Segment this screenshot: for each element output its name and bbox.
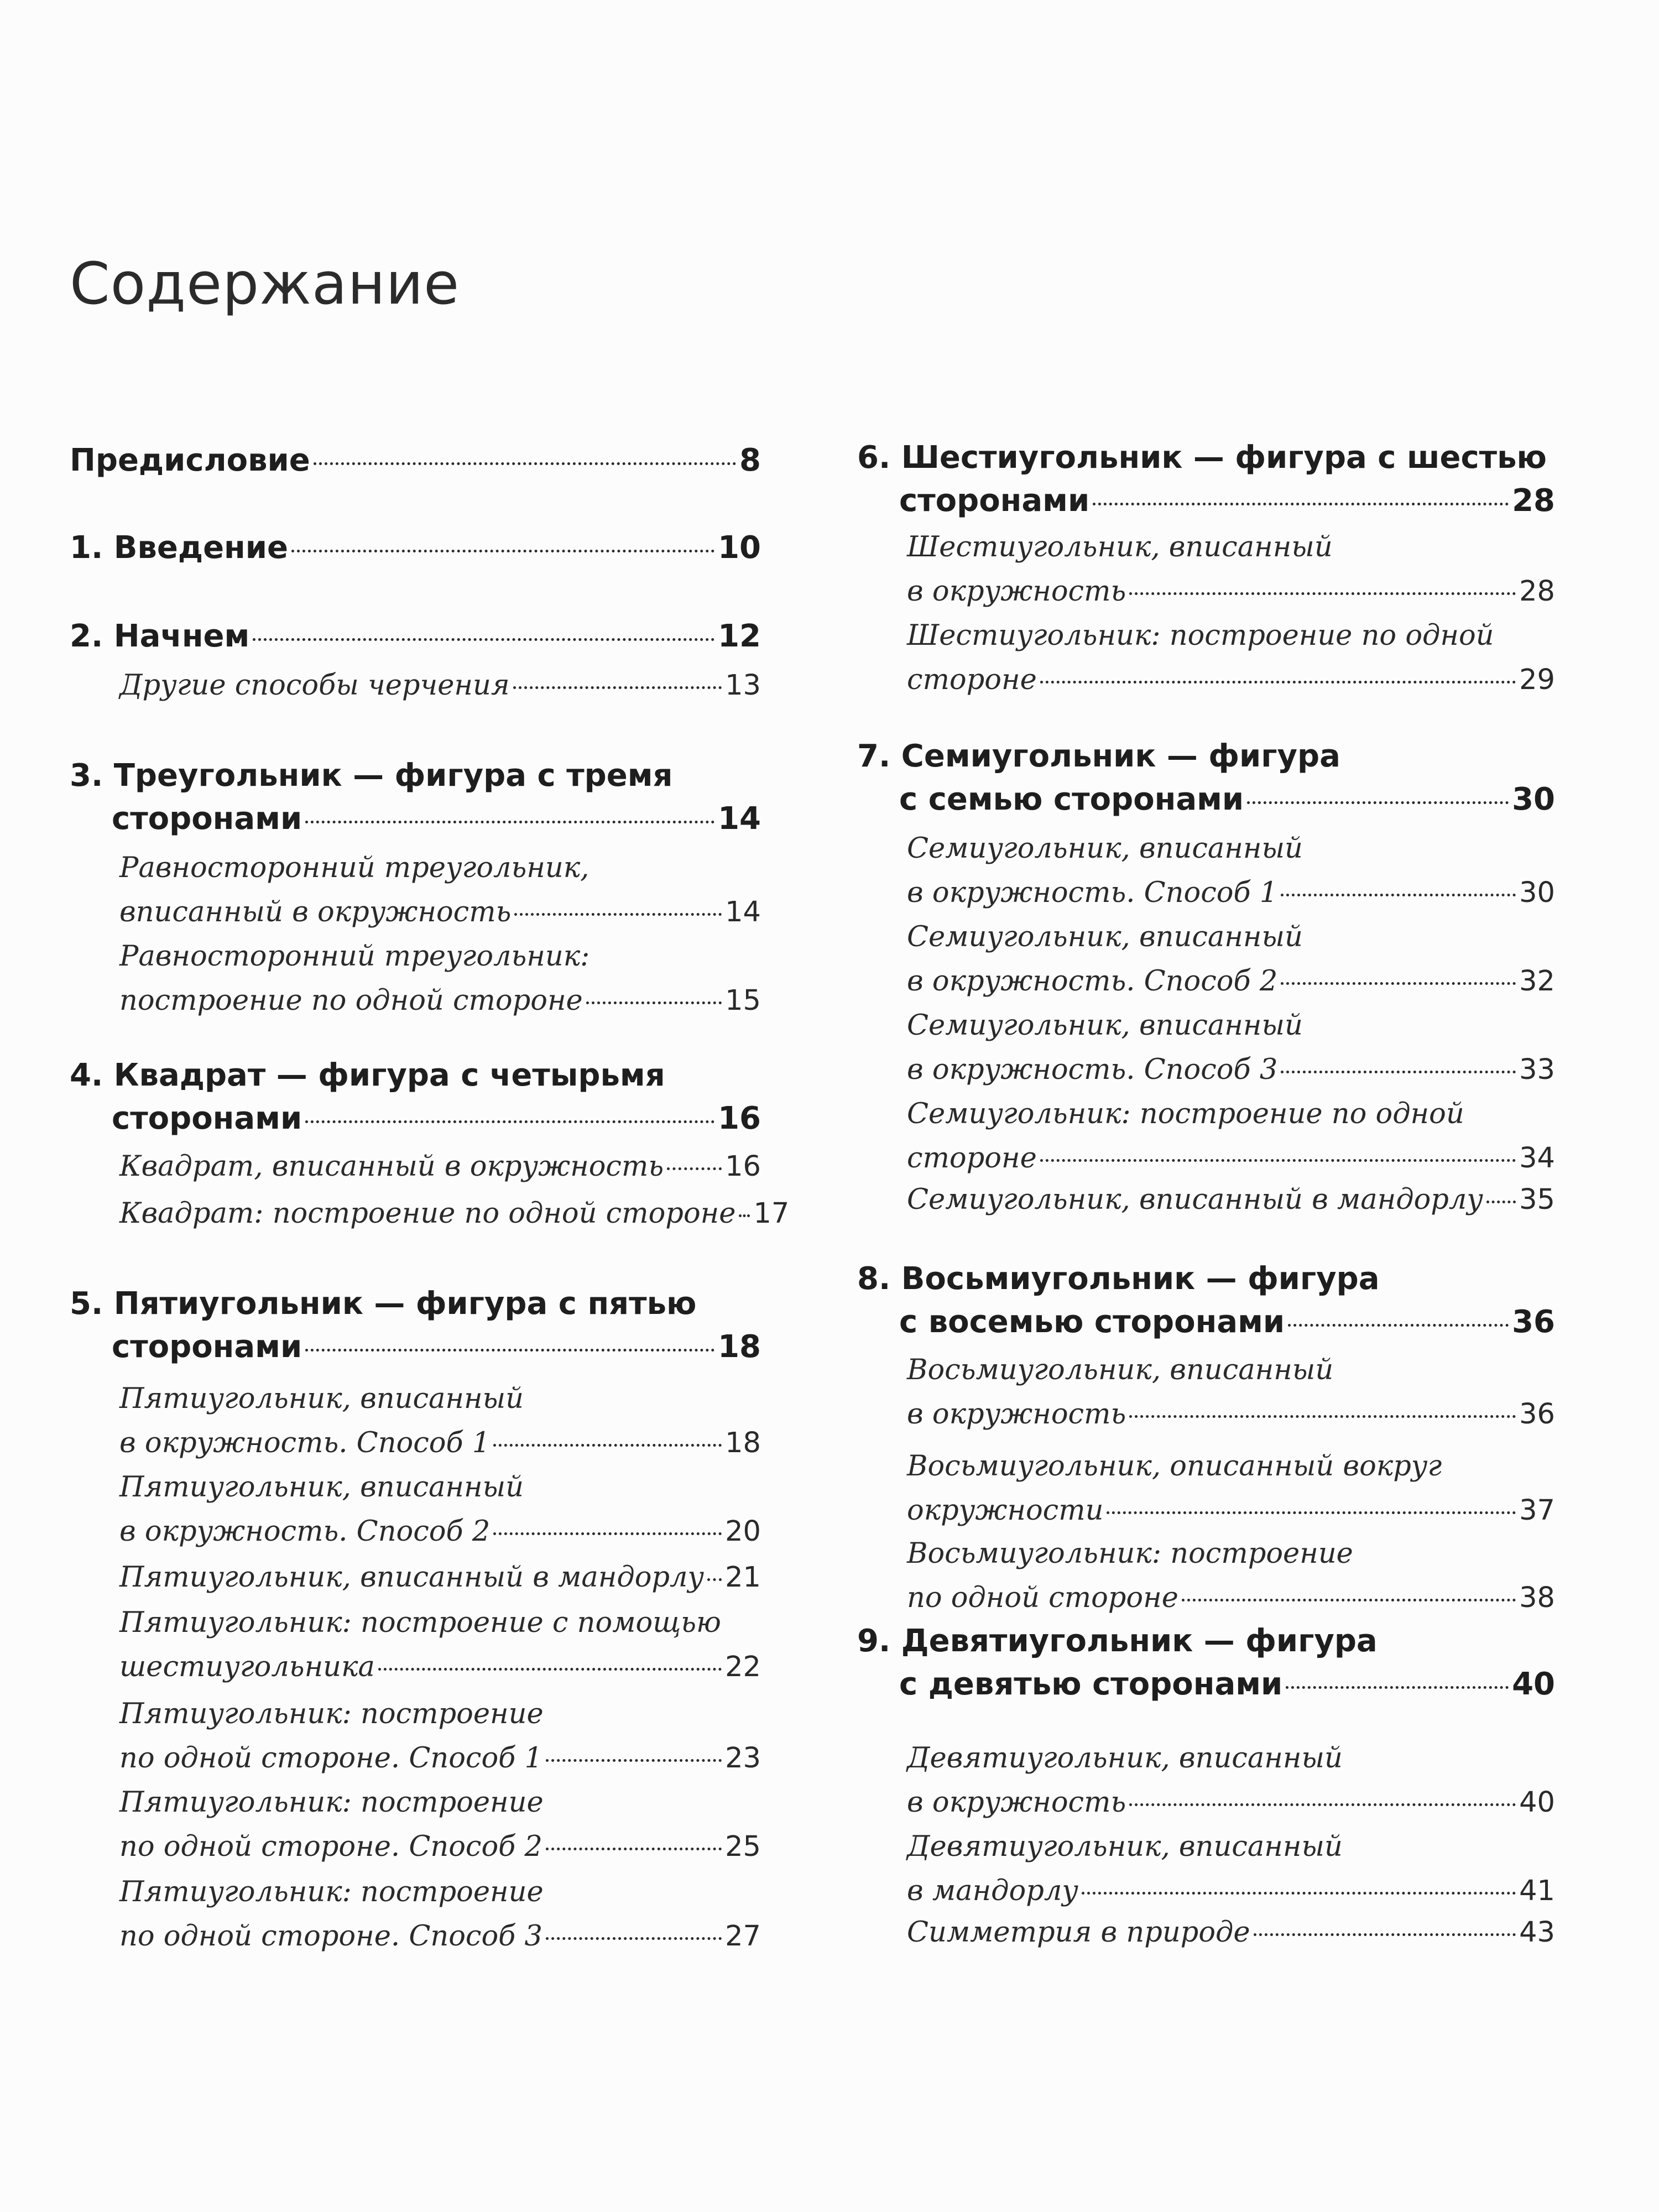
dot-leader — [546, 1937, 722, 1940]
toc-entry-title: с семью сторонами — [899, 781, 1244, 817]
toc-entry-title: с восемью сторонами — [899, 1304, 1285, 1340]
toc-entry-line — [857, 440, 1555, 483]
toc-entry-line — [907, 832, 1555, 877]
toc-entry-line — [119, 1786, 761, 1830]
toc-entry-title: Пятиугольник: построение — [119, 1876, 544, 1908]
toc-entry-title: в окружность. Способ 3 — [907, 1053, 1278, 1086]
dot-leader — [1281, 982, 1516, 985]
dot-leader — [546, 1848, 722, 1850]
toc-page-number: 21 — [725, 1561, 761, 1594]
toc-page-number: 18 — [718, 1329, 761, 1365]
toc-page-number: 16 — [718, 1100, 761, 1136]
dot-leader — [586, 1001, 722, 1004]
toc-entry-line — [70, 758, 761, 801]
toc-entry-line — [119, 984, 761, 1029]
dot-leader — [1247, 801, 1509, 804]
toc-entry-line — [119, 1920, 761, 1964]
toc-section-entry — [857, 1830, 1555, 1919]
toc-entry-title: построение по одной стороне — [119, 984, 583, 1017]
toc-section-entry — [70, 1197, 790, 1241]
dot-leader — [1107, 1511, 1516, 1514]
dot-leader — [314, 462, 736, 465]
toc-section-entry — [70, 1876, 761, 1964]
toc-chapter-entry — [70, 442, 761, 492]
dot-leader — [1281, 1071, 1516, 1073]
dot-leader — [739, 1214, 750, 1217]
toc-page-number: 36 — [1512, 1304, 1555, 1340]
toc-section-entry — [857, 1098, 1555, 1186]
toc-page-number: 40 — [1519, 1786, 1555, 1819]
dot-leader — [1093, 503, 1509, 505]
toc-entry-line — [907, 1742, 1555, 1786]
toc-entry-line — [907, 1494, 1555, 1538]
toc-entry-title: Шестиугольник, вписанный — [907, 531, 1333, 564]
toc-page-number: 30 — [1519, 877, 1555, 909]
toc-entry-title: 2. Начнем — [70, 618, 250, 654]
toc-section-entry — [857, 1537, 1555, 1626]
toc-chapter-entry — [857, 738, 1555, 825]
toc-entry-line — [119, 852, 761, 896]
toc-entry-line — [857, 1304, 1555, 1347]
toc-entry-line — [70, 1329, 761, 1372]
toc-section-entry — [70, 1383, 761, 1471]
toc-entry-title: стороне — [907, 664, 1037, 696]
toc-entry-title: по одной стороне. Способ 1 — [119, 1742, 542, 1775]
dot-leader — [1082, 1892, 1516, 1895]
toc-section-entry — [70, 1786, 761, 1875]
toc-section-entry — [70, 1561, 761, 1605]
toc-page-number: 8 — [739, 442, 761, 478]
toc-entry-title: Восьмиугольник: построение — [907, 1537, 1353, 1570]
toc-entry-title: Равносторонний треугольник, — [119, 852, 589, 884]
toc-page-number: 28 — [1519, 575, 1555, 608]
dot-leader — [493, 1444, 722, 1447]
toc-page-number: 20 — [725, 1515, 761, 1548]
toc-entry-title: Равносторонний треугольник: — [119, 940, 590, 973]
toc-entry-title: по одной стороне. Способ 2 — [119, 1830, 542, 1863]
toc-section-entry — [70, 940, 761, 1029]
toc-entry-title: Квадрат, вписанный в окружность — [119, 1150, 664, 1183]
toc-chapter-entry — [70, 618, 761, 668]
toc-page-number: 29 — [1519, 664, 1555, 696]
toc-chapter-entry — [857, 1261, 1555, 1347]
dot-leader — [1040, 681, 1516, 684]
toc-entry-title: Квадрат: построение по одной стороне — [119, 1197, 736, 1230]
toc-entry-title: 4. Квадрат — фигура с четырьмя — [70, 1057, 665, 1093]
toc-entry-line — [907, 1916, 1555, 1960]
toc-entry-line — [907, 1786, 1555, 1830]
toc-section-entry — [857, 619, 1555, 708]
toc-entry-title: сторонами — [112, 1100, 302, 1136]
toc-page-number: 23 — [725, 1742, 761, 1775]
toc-page-number: 40 — [1512, 1666, 1555, 1702]
toc-entry-line — [119, 1606, 761, 1651]
toc-entry-line — [119, 1830, 761, 1875]
toc-entry-title: Симметрия в природе — [907, 1916, 1250, 1949]
toc-entry-title: по одной стороне. Способ 3 — [119, 1920, 542, 1953]
toc-entry-title: стороне — [907, 1142, 1037, 1175]
toc-section-entry — [857, 1450, 1555, 1538]
toc-page-number: 38 — [1519, 1582, 1555, 1614]
toc-section-entry — [70, 669, 761, 713]
dot-leader — [493, 1532, 722, 1535]
toc-page-number: 13 — [725, 669, 761, 702]
toc-entry-line — [70, 1057, 761, 1100]
toc-section-entry — [857, 1183, 1555, 1228]
toc-entry-title: в окружность. Способ 1 — [119, 1427, 491, 1459]
toc-entry-line — [907, 1142, 1555, 1186]
dot-leader — [667, 1167, 722, 1170]
toc-entry-title: шестиугольника — [119, 1651, 375, 1683]
toc-entry-title: 3. Треугольник — фигура с тремя — [70, 758, 673, 794]
toc-entry-title: Семиугольник, вписанный — [907, 1009, 1303, 1042]
dot-leader — [253, 638, 714, 641]
toc-entry-title: Пятиугольник, вписанный в мандорлу — [119, 1561, 705, 1594]
toc-entry-line — [70, 801, 761, 844]
toc-section-entry — [70, 1471, 761, 1559]
toc-page-number: 27 — [725, 1920, 761, 1953]
toc-section-entry — [857, 921, 1555, 1009]
toc-entry-line — [119, 1698, 761, 1742]
dot-leader — [546, 1759, 722, 1762]
toc-entry-title: 9. Девятиугольник — фигура — [857, 1623, 1378, 1659]
toc-entry-line — [907, 1450, 1555, 1494]
toc-entry-title: Пятиугольник: построение — [119, 1698, 544, 1730]
dot-leader — [1040, 1159, 1516, 1162]
toc-entry-line — [907, 1830, 1555, 1875]
toc-page-number: 16 — [725, 1150, 761, 1183]
toc-entry-title: в окружность. Способ 2 — [119, 1515, 491, 1548]
dot-leader — [1281, 894, 1516, 896]
toc-entry-line — [907, 877, 1555, 921]
toc-page-number: 28 — [1512, 483, 1555, 519]
toc-entry-title: Девятиугольник, вписанный — [907, 1742, 1343, 1775]
toc-entry-line — [857, 1623, 1555, 1666]
toc-entry-title: 5. Пятиугольник — фигура с пятью — [70, 1286, 697, 1322]
toc-entry-line — [907, 1009, 1555, 1053]
toc-entry-title: Восьмиугольник, описанный вокруг — [907, 1450, 1442, 1483]
toc-page-number: 25 — [725, 1830, 761, 1863]
toc-entry-title: Пятиугольник: построение с помощью — [119, 1606, 721, 1639]
dot-leader — [378, 1668, 722, 1671]
dot-leader — [305, 821, 714, 823]
toc-entry-title: в окружность — [907, 1398, 1126, 1431]
toc-chapter-entry — [857, 440, 1555, 526]
toc-entry-line — [119, 1876, 761, 1920]
toc-entry-title: Семиугольник, вписанный в мандорлу — [907, 1183, 1483, 1216]
toc-page-number: 43 — [1519, 1916, 1555, 1949]
toc-entry-line — [119, 1383, 761, 1427]
dot-leader — [1129, 1415, 1516, 1418]
toc-entry-line — [907, 1098, 1555, 1142]
toc-entry-title: в окружность. Способ 2 — [907, 965, 1278, 998]
toc-chapter-entry — [70, 758, 761, 844]
toc-section-entry — [70, 1606, 761, 1695]
toc-section-entry — [857, 1742, 1555, 1830]
toc-entry-title: Шестиугольник: построение по одной — [907, 619, 1494, 652]
page-title: Содержание — [70, 249, 460, 317]
toc-entry-line — [119, 1427, 761, 1471]
toc-entry-title: с девятью сторонами — [899, 1666, 1283, 1702]
toc-entry-line — [119, 896, 761, 940]
toc-chapter-entry — [70, 1057, 761, 1144]
toc-entry-line — [907, 1183, 1555, 1228]
toc-entry-title: Семиугольник, вписанный — [907, 832, 1303, 865]
toc-section-entry — [857, 1354, 1555, 1442]
toc-entry-line — [907, 1398, 1555, 1442]
toc-page-number: 14 — [718, 801, 761, 837]
toc-entry-line — [857, 738, 1555, 781]
toc-page-number: 35 — [1519, 1183, 1555, 1216]
toc-page-number: 41 — [1519, 1875, 1555, 1907]
dot-leader — [1286, 1686, 1509, 1689]
toc-entry-line — [70, 442, 761, 492]
dot-leader — [1486, 1201, 1516, 1203]
toc-page-number: 18 — [725, 1427, 761, 1459]
toc-page-number: 37 — [1519, 1494, 1555, 1527]
toc-entry-line — [119, 1742, 761, 1786]
toc-entry-title: Восьмиугольник, вписанный — [907, 1354, 1334, 1386]
toc-entry-line — [119, 1515, 761, 1559]
toc-entry-title: Предисловие — [70, 442, 310, 478]
toc-entry-title: 6. Шестиугольник — фигура с шестью — [857, 440, 1547, 476]
toc-section-entry — [857, 1009, 1555, 1098]
dot-leader — [1129, 1803, 1516, 1806]
dot-leader — [707, 1578, 722, 1581]
toc-entry-title: сторонами — [899, 483, 1090, 519]
toc-entry-line — [907, 965, 1555, 1009]
toc-page-number: 36 — [1519, 1398, 1555, 1431]
toc-entry-line — [119, 1150, 761, 1194]
toc-entry-title: в мандорлу — [907, 1875, 1078, 1907]
toc-entry-title: окружности — [907, 1494, 1104, 1527]
toc-entry-title: 7. Семиугольник — фигура — [857, 738, 1340, 774]
toc-entry-line — [119, 940, 761, 984]
toc-page-number: 32 — [1519, 965, 1555, 998]
toc-entry-line — [907, 1354, 1555, 1398]
toc-entry-title: вписанный в окружность — [119, 896, 512, 928]
toc-entry-line — [907, 619, 1555, 664]
toc-entry-title: Пятиугольник: построение — [119, 1786, 544, 1819]
toc-entry-title: Другие способы черчения — [119, 669, 510, 702]
toc-page-number: 10 — [718, 530, 761, 566]
toc-entry-line — [70, 1286, 761, 1329]
toc-section-entry — [857, 1916, 1555, 1960]
toc-entry-line — [70, 530, 761, 580]
toc-section-entry — [70, 1150, 761, 1194]
toc-entry-title: в окружность. Способ 1 — [907, 877, 1278, 909]
toc-entry-title: Семиугольник, вписанный — [907, 921, 1303, 953]
toc-entry-line — [907, 531, 1555, 575]
toc-page-number: 15 — [725, 984, 761, 1017]
toc-page-number: 34 — [1519, 1142, 1555, 1175]
dot-leader — [514, 913, 722, 916]
dot-leader — [305, 1349, 714, 1352]
toc-page-number: 22 — [725, 1651, 761, 1683]
toc-entry-line — [119, 1197, 790, 1241]
dot-leader — [1182, 1599, 1516, 1601]
toc-chapter-entry — [70, 530, 761, 580]
toc-entry-line — [907, 1582, 1555, 1626]
toc-entry-title: по одной стороне — [907, 1582, 1178, 1614]
toc-entry-line — [907, 575, 1555, 619]
toc-entry-line — [857, 1261, 1555, 1304]
toc-page-number: 14 — [725, 896, 761, 928]
dot-leader — [1254, 1933, 1516, 1936]
toc-entry-line — [119, 1471, 761, 1515]
toc-entry-line — [907, 1053, 1555, 1098]
toc-entry-line — [907, 1875, 1555, 1919]
dot-leader — [1288, 1324, 1509, 1327]
dot-leader — [291, 550, 714, 552]
dot-leader — [513, 686, 722, 689]
dot-leader — [305, 1120, 714, 1123]
toc-entry-line — [907, 921, 1555, 965]
toc-entry-line — [857, 781, 1555, 825]
toc-entry-title: 1. Введение — [70, 530, 288, 566]
toc-entry-title: Пятиугольник, вписанный — [119, 1383, 524, 1415]
toc-section-entry — [857, 832, 1555, 921]
toc-entry-line — [70, 618, 761, 668]
toc-entry-title: сторонами — [112, 801, 302, 837]
toc-entry-title: Пятиугольник, вписанный — [119, 1471, 524, 1504]
toc-chapter-entry — [857, 1623, 1555, 1709]
toc-entry-title: Семиугольник: построение по одной — [907, 1098, 1464, 1130]
toc-page-number: 12 — [718, 618, 761, 654]
toc-entry-title: 8. Восьмиугольник — фигура — [857, 1261, 1380, 1297]
toc-page-number: 30 — [1512, 781, 1555, 817]
toc-entry-title: сторонами — [112, 1329, 302, 1365]
toc-entry-title: в окружность — [907, 575, 1126, 608]
toc-entry-line — [907, 1537, 1555, 1582]
toc-entry-line — [119, 1651, 761, 1695]
toc-section-entry — [70, 1698, 761, 1786]
toc-entry-title: Девятиугольник, вписанный — [907, 1830, 1343, 1863]
toc-entry-line — [857, 483, 1555, 526]
toc-page-number: 17 — [753, 1197, 790, 1230]
toc-page-number: 33 — [1519, 1053, 1555, 1086]
toc-entry-line — [119, 669, 761, 713]
toc-section-entry — [857, 531, 1555, 619]
toc-entry-title: в окружность — [907, 1786, 1126, 1819]
toc-entry-line — [907, 664, 1555, 708]
toc-entry-line — [119, 1561, 761, 1605]
toc-entry-line — [70, 1100, 761, 1144]
toc-entry-line — [857, 1666, 1555, 1709]
dot-leader — [1129, 592, 1516, 595]
toc-chapter-entry — [70, 1286, 761, 1372]
toc-section-entry — [70, 852, 761, 940]
